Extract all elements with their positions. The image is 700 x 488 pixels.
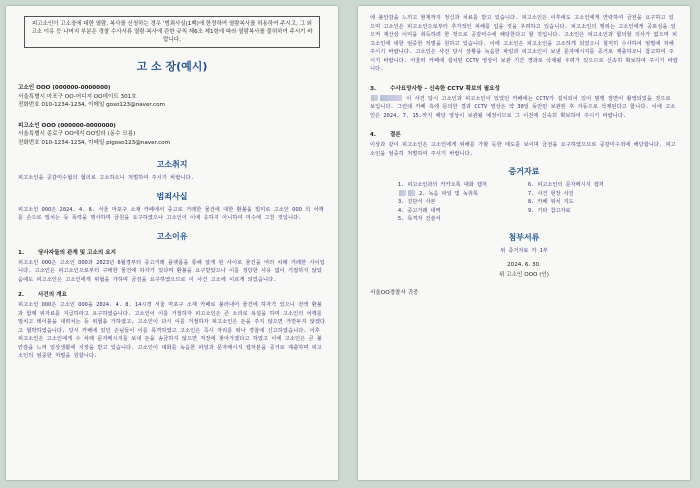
evidence-heading: 증거자료 — [508, 167, 540, 176]
facts-heading: 범죄사실 — [156, 191, 188, 201]
redaction-mark — [399, 190, 406, 196]
reason-3-title: 수사요망사항 – 신속한 CCTV 확보의 필요성 — [390, 85, 500, 92]
reason-3-heading — [370, 84, 678, 92]
attachments-text: 위 증거자료 각 1부 — [500, 247, 548, 254]
filing-date: 2024. 6. 30. — [507, 261, 541, 268]
evidence-item: 5. 목격자 진술서 — [398, 216, 441, 222]
reason-1-heading — [18, 248, 326, 256]
attachments-heading: 첨부서류 — [508, 232, 540, 242]
reason-4-title: 결론 — [390, 132, 401, 138]
evidence-item: 3. 진단서 사본 — [398, 199, 436, 205]
accused-contact: 전화번호 010-1234-1234, 이메일 pigoso123@naver.com — [18, 139, 171, 146]
evidence-list — [370, 181, 678, 224]
reasons-heading: 고소이유 — [156, 231, 188, 241]
evidence-item: 4. 중고거래 내역 — [398, 207, 441, 214]
evidence-item: 9. 기타 참고자료 — [528, 207, 571, 214]
reason-4-text: 이상과 같이 피고소인은 고소인에게 위해를 가할 듯한 태도를 보이며 금전을 요구하였으므로 공갈미수죄에 해당합니다. 피고소인을 엄중히 처벌하여 주시기 바랍니다. — [370, 142, 676, 157]
disclosure-notice — [24, 16, 320, 48]
document-title: 고 소 장(예시) — [136, 60, 208, 73]
redaction-mark — [380, 95, 402, 101]
redaction-mark — [371, 95, 378, 101]
accused-name: 피고소인 OOO (000000-0000000) — [18, 122, 116, 129]
evidence-item: 8. 카페 위치 지도 — [528, 199, 574, 205]
reason-4-heading — [370, 130, 678, 138]
complaint-page-1 — [6, 6, 338, 480]
reason-2-heading — [18, 290, 326, 298]
reason-4-number: 4. — [370, 132, 377, 138]
reason-1-number: 1. — [18, 249, 25, 256]
reason-3-number: 3. — [370, 85, 377, 92]
evidence-item: 6. 피고소인의 문자메시지 캡처 — [528, 182, 604, 188]
reason-3-text — [370, 95, 678, 121]
complainant-contact: 전화번호 010-1234-1234, 이메일 goso123@naver.com — [18, 102, 165, 108]
reason-2-text: 피고소인 OOO은 고소인 OOO을 2024. 4. 8. 14시경 서울 마포구 소재 카페로 불러내어 물건에 하자가 있으니 전액 환불과 함께 위자료를 지급하라고 요구하였습니다. 고소인이 이를 거절하자 피고소인은 큰 소리로 욕설을 하며 고소인의 어깨를 밀치고 테이블을 내려치는 등 위협을 가하였고, 고소인이 다시 이를 거절하자 피고소인은 돈을 주지 않으면 가만두지 않겠다고 협박하였습니다. 당시 카페에 있던 손님들이 이를 목격하였고 고소인은 즉시 자리를 떠나 경찰에 신고하였습니다. 이후 피고소인은 고소인에게 수 차례 문자메시지를 보내 돈을 송금하지 않으면 직장에 찾아가겠다고 하였고 이에 고소인은 큰 불안감을 느껴 일상생활에 지장을 받고 있습니다. 고소인이 대화를 녹음한 파일과 문자메시지 캡처본을 증거로 제출하며 피고소인의 엄중한 처벌을 원합니다. — [18, 302, 326, 359]
purpose-text: 피고소인을 공갈미수혐의 혐의로 고소하오니 처벌하여 주시기 바랍니다. — [18, 175, 194, 181]
signer: 위 고소인 OOO (인) — [499, 271, 549, 278]
evidence-item — [398, 190, 520, 199]
facts-text: 피고소인 OOO은 2024. 4. 8. 서울 마포구 소재 카페에서 중고로 거래한 물건에 대한 환불을 빌미로 고소인 OOO 의 어깨를 손으로 밀치는 등 폭력을 행사하며 금원을 요구하였으나 고소인이 이에 응하지 아니하여 미수에 그친 것입니다. — [18, 206, 324, 221]
reason-1-title: 당사자들의 관계 및 고소의 요지 — [38, 249, 117, 256]
continued-text: 에 불안감을 느끼고 현재까지 정신과 치료를 받고 있습니다. 피고소인은 이후에도 고소인에게 연락하여 금전을 요구하고 있으며 고소인은 피고소인으로부터 추가적인 피해를 입을 것을 우려하고 있습니다. 피고소인의 행위는 고소인에게 공포심을 일으켜 재산상 이익을 취득하려 한 것으로 공갈미수에 해당한다고 할 것입니다. 고소인은 피고소인과 합의할 의사가 없으며 피고소인에 대한 엄중한 처벌을 원하고 있습니다. 이에 고소인은 피고소인을 고소하게 되었으니 철저히 수사하여 엄벌에 처해 주시기 바랍니다. 고소인은 사건 당시 상황을 녹음한 파일과 피고소인이 보낸 문자메시지를 증거로 제출하오니 참고하여 주시기 바랍니다. 아울러 카페에 설치된 CCTV 영상이 보관 기간 경과로 삭제될 우려가 있으므로 신속히 확보하여 주시기 바랍니다. — [370, 15, 678, 72]
reason-1-text: 피고소인 OOO은 고소인 OOO과 2023년 6월경부터 중고거래 플랫폼을 통해 알게 된 사이로 물건을 여러 차례 거래한 사이입니다. 고소인은 피고소인으로부터 구매한 물건에 하자가 있다며 환불을 요구받았으나 이를 정당한 사유 없이 거절하지 않았음에도 피고소인은 고소인에게 위협을 가하며 금전을 요구하였으므로 이 사건 고소에 이르게 되었습니다. — [18, 259, 325, 283]
accused-block — [18, 122, 326, 148]
complainant-block — [18, 84, 326, 110]
accused-address: 서울특별시 종로구 OO에지 OO빌라 (동수 모름) — [18, 131, 136, 137]
redaction-mark — [408, 190, 415, 196]
complainant-address: 서울특별시 마포구 OO-어디지 OO데이트 301호 — [18, 93, 137, 100]
evidence-item-text: 2. 녹음 파일 및 녹취록 — [419, 190, 478, 197]
notice-text: 피고소인이 고소장에 대한 열람, 복사를 신청하는 경우 '범죄사실(1백)에 한정하여 열람복사를 허용하여 주시고, 그 외 고소 이유 등 나머지 부분은 경찰 수사서류 열람·복사에 관한 규칙 제6조 제1항에 따라 열람복사를 불허하여 주시기 바랍니다. — [31, 21, 313, 43]
complainant-name: 고소인 OOO (000000-0000000) — [18, 85, 111, 91]
reason-2-number: 2. — [18, 292, 25, 298]
reason-2-title: 사건의 개요 — [38, 292, 67, 298]
evidence-item: 1. 피고소인과의 카카오톡 대화 캡처 — [398, 182, 487, 188]
reason-3-body: 이 사건 당시 고소인과 피고소인이 있었던 카페에는 CCTV가 설치되어 있어 범행 장면이 촬영되었을 것으로 보입니다. 그런데 카페 측에 문의한 결과 CCTV 영상은 약 30일 동안만 보관된 후 자동으로 삭제된다고 합니다. 이에 고소인은 2024. 7. 15.까지 해당 영상이 보관될 예정이므로 그 이전에 신속히 확보하여 주시기 바랍니다. — [370, 95, 676, 119]
recipient: 서울OO경찰서 귀중 — [370, 289, 419, 296]
purpose-heading: 고소취지 — [156, 160, 188, 169]
evidence-item: 7. 사건 현장 사진 — [528, 190, 574, 197]
complaint-page-2 — [358, 6, 690, 480]
